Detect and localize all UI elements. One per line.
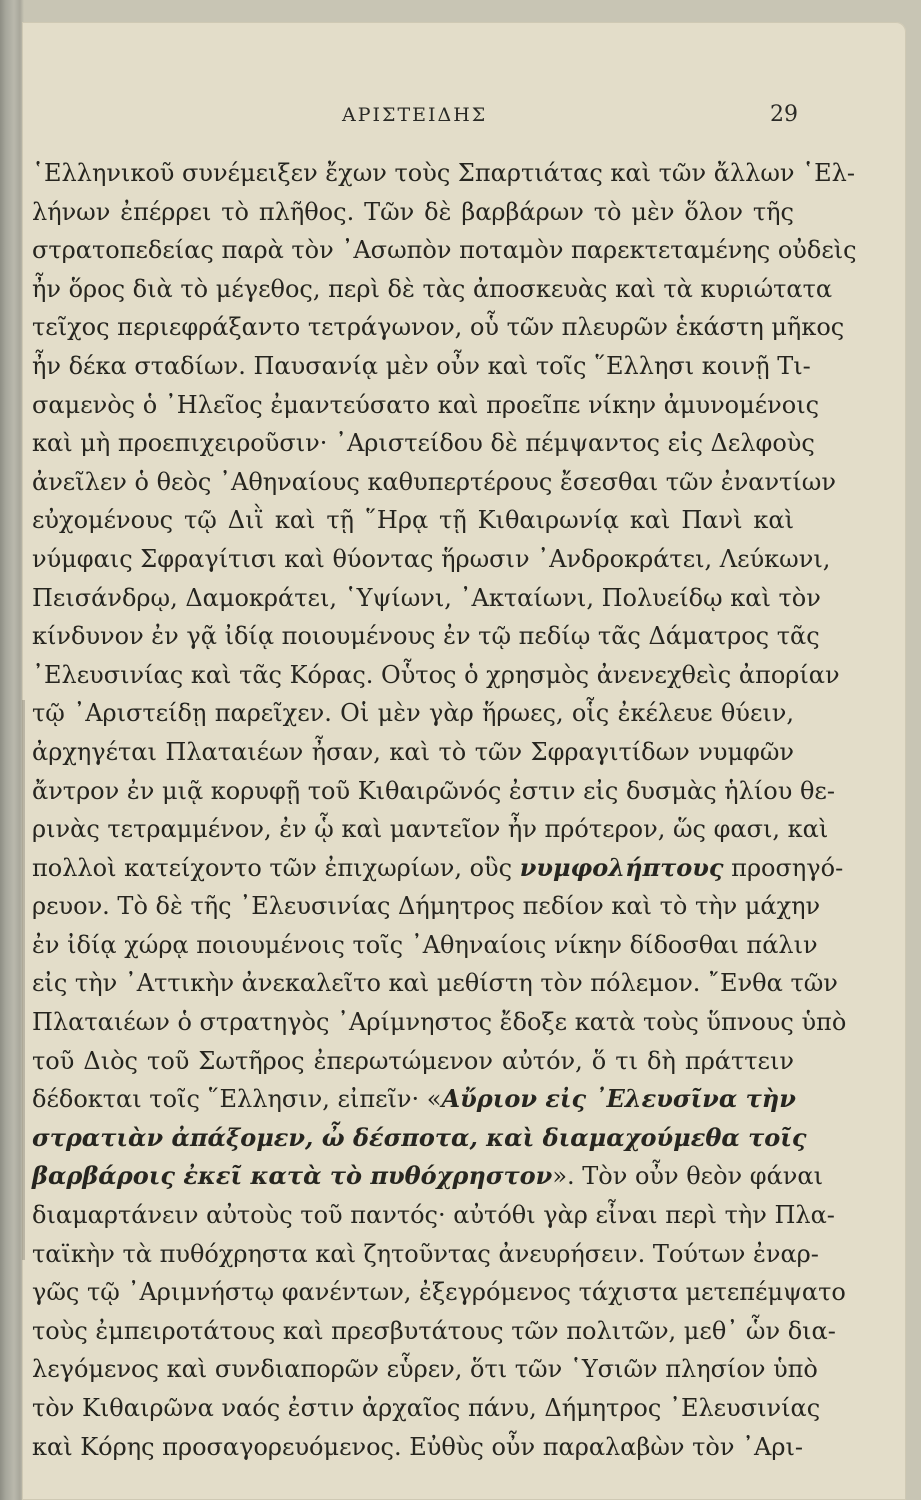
- text-line: [22, 540, 831, 579]
- text-line: [22, 1312, 836, 1351]
- text-segment: στρατοπεδείας παρὰ τὸν ᾿Ασωπὸν ποταμὸν παρεκτεταμένης οὐδεὶς: [32, 236, 857, 265]
- text-segment: καὶ μὴ προεπιχειροῦσιν· ᾿Αριστείδου δὲ πέμψαντος εἰς Δελφοὺς: [32, 429, 815, 458]
- text-segment: λήνων ἐπέρρει τὸ πλῆθος. Τῶν δὲ βαρβάρων τὸ μὲν ὅλον τῆς: [32, 197, 794, 226]
- text-segment: ἀρχηγέται Πλαταιέων ἦσαν, καὶ τὸ τῶν Σφραγιτίδων νυμφῶν: [32, 737, 794, 766]
- text-line: [22, 1350, 818, 1389]
- text-segment: Πλαταιέων ὁ στρατηγὸς ᾿Αρίμνηστος ἔδοξε κατὰ τοὺς ὕπνους ὑπὸ: [32, 1008, 847, 1037]
- text-line: [22, 501, 794, 540]
- emphasized-text: βαρβάροις ἐκεῖ κατὰ τὸ πυθόχρηστον: [32, 1161, 553, 1191]
- text-line: [22, 193, 794, 232]
- text-segment: τοῦ Διὸς τοῦ Σωτῆρος ἐπερωτώμενον αὐτόν, ὅ τι δὴ πράττειν: [32, 1046, 794, 1075]
- text-segment: ρευον. Τὸ δὲ τῆς ᾿Ελευσινίας Δήμητρος πεδίον καὶ τὸ τὴν μάχην: [32, 892, 821, 921]
- text-line: [22, 964, 838, 1003]
- text-line: [22, 308, 845, 347]
- page-header: [22, 102, 906, 132]
- text-segment: τὸν Κιθαιρῶνα ναός ἐστιν ἀρχαῖος πάνυ, Δήμητρος ᾿Ελευσινίας: [32, 1394, 821, 1422]
- text-line: [22, 733, 794, 772]
- text-line: [22, 617, 820, 656]
- emphasized-text: στρατιὰν ἀπάξομεν, ὦ δέσποτα, καὶ διαμαχούμεθα τοῖς: [32, 1122, 807, 1152]
- text-segment: Πεισάνδρῳ, Δαμοκράτει, ῾Υψίωνι, ᾿Ακταίωνι, Πολυείδῳ καὶ τὸν: [32, 583, 821, 612]
- text-line: [22, 424, 815, 463]
- text-segment: πολλοὶ κατείχοντο τῶν ἐπιχωρίων, οὓς: [32, 853, 520, 882]
- text-segment: ». Τὸν οὖν θεὸν φάναι: [552, 1162, 823, 1191]
- text-segment: προσηγό-: [723, 853, 844, 882]
- text-segment: ἦν δέκα σταδίων. Παυσανίᾳ μὲν οὖν καὶ τοῖς ῞Ελλησι κοινῇ Τι-: [32, 351, 811, 380]
- text-line: [22, 1042, 794, 1081]
- text-line: [22, 1389, 821, 1428]
- text-line: [22, 231, 857, 270]
- text-segment: τῷ ᾿Αριστείδῃ παρεῖχεν. Οἱ μὲν γὰρ ἥρωες, οἷς ἐκέλευε θύειν,: [32, 699, 794, 728]
- text-line: [22, 1080, 794, 1119]
- text-line: [22, 772, 835, 811]
- text-line: [22, 386, 820, 425]
- text-line: [22, 579, 821, 618]
- text-line: [22, 926, 818, 965]
- text-segment: διαμαρτάνειν αὐτοὺς τοῦ παντός· αὐτόθι γὰρ εἶναι περὶ τὴν Πλα-: [32, 1201, 835, 1230]
- text-line: [22, 1428, 804, 1467]
- text-line: [22, 1196, 835, 1235]
- text-line: [22, 463, 836, 502]
- text-segment: γῶς τῷ ᾿Αριμνήστῳ φανέντων, ἐξεγρόμενος τάχιστα μετεπέμψατο: [32, 1278, 846, 1307]
- emphasized-text: Αὔριον εἰς ᾿Ελευσῖνα τὴν: [441, 1084, 796, 1114]
- text-segment: τεῖχος περιεφράξαντο τετράγωνον, οὗ τῶν πλευρῶν ἑκάστη μῆκος: [32, 313, 845, 342]
- margin-rule: [22, 700, 25, 1260]
- text-segment: λεγόμενος καὶ συνδιαπορῶν εὗρεν, ὅτι τῶν ῾Υσιῶν πλησίον ὑπὸ: [32, 1355, 818, 1384]
- text-segment: ἦν ὅρος διὰ τὸ μέγεθος, περὶ δὲ τὰς ἀποσκευὰς καὶ τὰ κυριώτατα: [32, 274, 833, 303]
- text-line: [22, 270, 833, 309]
- text-segment: κίνδυνον ἐν γᾷ ἰδίᾳ ποιουμένους ἐν τῷ πεδίῳ τᾶς Δάματρος τᾶς: [32, 622, 820, 651]
- text-segment: τοὺς ἐμπειροτάτους καὶ πρεσβυτάτους τῶν πολιτῶν, μεθ᾿ ὧν δια-: [32, 1316, 836, 1345]
- text-segment: σαμενὸς ὁ ᾿Ηλεῖος ἐμαντεύσατο καὶ προεῖπε νίκην ἀμυνομένοις: [32, 390, 820, 419]
- text-line: [22, 154, 855, 193]
- text-segment: ἐν ἰδίᾳ χώρᾳ ποιουμένοις τοῖς ᾿Αθηναίοις νίκην δίδοσθαι πάλιν: [32, 930, 818, 959]
- text-segment: ᾿Ελευσινίας καὶ τᾶς Κόρας. Οὗτος ὁ χρησμὸς ἀνενεχθεὶς ἀπορίαν: [32, 660, 840, 689]
- page-number: 29: [770, 102, 798, 127]
- text-segment: ταϊκὴν τὰ πυθόχρηστα καὶ ζητοῦντας ἀνευρήσειν. Τούτων ἐναρ-: [32, 1239, 819, 1268]
- text-segment: εἰς τὴν ᾿Αττικὴν ἀνεκαλεῖτο καὶ μεθίστη τὸν πόλεμον. ῎Ενθα τῶν: [32, 969, 838, 998]
- text-line: [22, 810, 829, 849]
- text-segment: δέδοκται τοῖς ῞Ελλησιν, εἰπεῖν· «: [32, 1085, 442, 1114]
- text-segment: ἄντρον ἐν μιᾷ κορυφῇ τοῦ Κιθαιρῶνός ἐστιν εἰς δυσμὰς ἡλίου θε-: [32, 776, 835, 805]
- book-page: [22, 22, 906, 1500]
- text-line: [22, 849, 844, 888]
- text-line: [22, 656, 840, 695]
- text-line: [22, 1273, 846, 1312]
- text-segment: ρινὰς τετραμμένον, ἐν ᾧ καὶ μαντεῖον ἦν πρότερον, ὥς φασι, καὶ: [32, 815, 829, 844]
- text-segment: εὐχομένους τῷ Διῒ καὶ τῇ ῞Ηρᾳ τῇ Κιθαιρωνίᾳ καὶ Πανὶ καὶ: [32, 506, 794, 535]
- text-line: [22, 694, 794, 733]
- body-text: [22, 154, 857, 1466]
- text-line: [22, 1119, 807, 1158]
- text-segment: ἀνεῖλεν ὁ θεὸς ᾿Αθηναίους καθυπερτέρους ἔσεσθαι τῶν ἐναντίων: [32, 467, 836, 496]
- emphasized-text: νυμφολήπτους: [519, 852, 724, 882]
- text-line: [22, 1003, 847, 1042]
- running-title: ΑΡΙΣΤΕΙΔΗΣ: [342, 104, 488, 126]
- text-segment: καὶ Κόρης προσαγορευόμενος. Εὐθὺς οὖν παραλαβὼν τὸν ᾿Αρι-: [32, 1432, 804, 1461]
- text-line: [22, 887, 821, 926]
- text-line: [22, 1235, 819, 1274]
- text-line: [22, 1157, 823, 1196]
- text-segment: ῾Ελληνικοῦ συνέμειξεν ἔχων τοὺς Σπαρτιάτας καὶ τῶν ἄλλων ῾Ελ-: [32, 159, 855, 187]
- text-line: [22, 347, 811, 386]
- text-segment: νύμφαις Σφραγίτισι καὶ θύοντας ἥρωσιν ᾿Ανδροκράτει, Λεύκωνι,: [32, 544, 831, 573]
